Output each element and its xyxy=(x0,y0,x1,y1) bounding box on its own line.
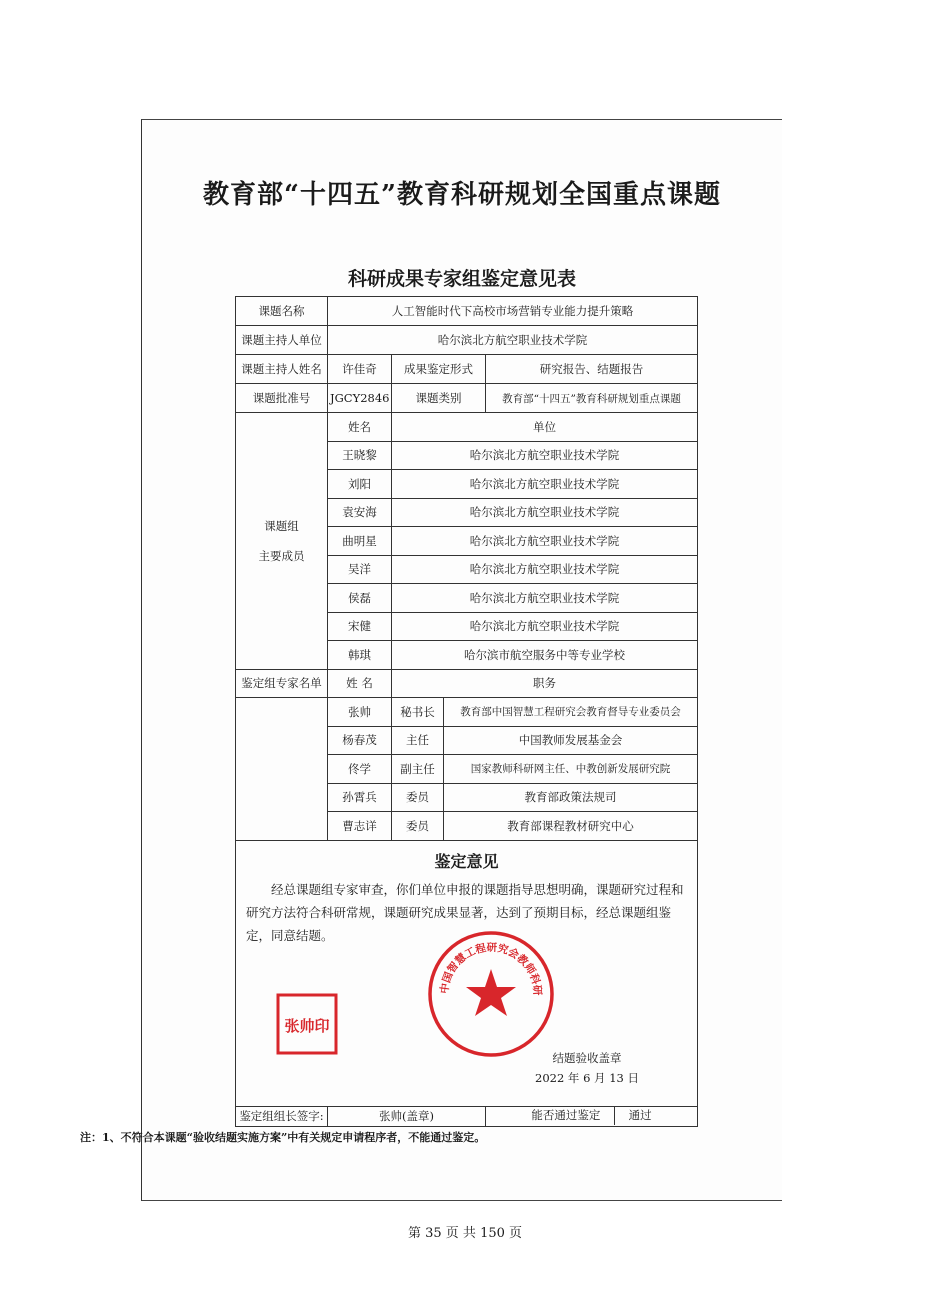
member-unit: 哈尔滨北方航空职业技术学院 xyxy=(392,584,698,613)
member-name: 曲明星 xyxy=(328,527,392,556)
experts-group-label: 鉴定组专家名单 xyxy=(236,669,328,698)
member-name: 吴洋 xyxy=(328,555,392,584)
approval-no-label: 课题批准号 xyxy=(236,384,328,413)
pass-label: 能否通过鉴定 xyxy=(531,1108,601,1122)
expert-name: 曹志详 xyxy=(328,812,392,841)
footer-mid: 页 共 xyxy=(445,1226,476,1241)
expert-name: 孙霄兵 xyxy=(328,783,392,812)
experts-name-header: 姓 名 xyxy=(328,669,392,698)
expert-title: 秘书长 xyxy=(392,698,444,727)
member-name: 刘阳 xyxy=(328,470,392,499)
expert-title: 主任 xyxy=(392,726,444,755)
host-unit-value: 哈尔滨北方航空职业技术学院 xyxy=(328,326,698,355)
expert-org: 教育部课程教材研究中心 xyxy=(444,812,698,841)
host-name-label: 课题主持人姓名 xyxy=(236,355,328,384)
topic-row xyxy=(236,297,698,326)
main-title: 教育部“十四五”教育科研规划全国重点课题 xyxy=(203,180,721,210)
expert-title: 委员 xyxy=(392,812,444,841)
footnote: 注：1、不符合本课题“验收结题实施方案”中有关规定申请程序者，不能通过鉴定。 xyxy=(80,1131,486,1144)
leader-sign-label: 鉴定组组长签字: xyxy=(236,1106,328,1126)
page-total: 150 xyxy=(480,1226,505,1241)
category-value: 教育部“十四五”教育科研规划重点课题 xyxy=(486,384,698,413)
footer-prefix: 第 xyxy=(407,1226,421,1241)
member-name: 王晓黎 xyxy=(328,441,392,470)
member-name: 韩琪 xyxy=(328,641,392,670)
result-form-label: 成果鉴定形式 xyxy=(392,355,486,384)
host-name-value: 许佳奇 xyxy=(328,355,392,384)
members-name-header: 姓名 xyxy=(328,413,392,442)
expert-org: 中国教师发展基金会 xyxy=(444,726,698,755)
opinion-title: 鉴定意见 xyxy=(434,851,499,871)
members-header-row xyxy=(236,413,698,442)
member-name: 侯磊 xyxy=(328,584,392,613)
seal-arc-text: 中国智慧工程研究会教师科研 xyxy=(438,941,544,996)
expert-name: 杨春茂 xyxy=(328,726,392,755)
appraisal-table xyxy=(235,296,698,1127)
topic-value: 人工智能时代下高校市场营销专业能力提升策略 xyxy=(328,297,698,326)
expert-name: 佟学 xyxy=(328,755,392,784)
member-unit: 哈尔滨市航空服务中等专业学校 xyxy=(392,641,698,670)
experts-header-row xyxy=(236,669,698,698)
member-unit: 哈尔滨北方航空职业技术学院 xyxy=(392,527,698,556)
seal-star-icon xyxy=(466,969,516,1016)
member-name: 袁安海 xyxy=(328,498,392,527)
expert-name: 张帅 xyxy=(328,698,392,727)
members-group-label xyxy=(236,413,328,670)
result-form-value: 研究报告、结题报告 xyxy=(486,355,698,384)
footer-suffix: 页 xyxy=(509,1226,523,1241)
personal-seal-graphic xyxy=(276,993,338,1055)
expert-title: 副主任 xyxy=(392,755,444,784)
member-name: 宋健 xyxy=(328,612,392,641)
experts-duty-header: 职务 xyxy=(392,669,698,698)
opinion-cell xyxy=(236,840,698,1106)
opinion-text: 经总课题组专家审查，你们单位申报的课题指导思想明确，课题研究过程和研究方法符合科研常规，课题研究成果显著，达到了预期目标，经总课题组鉴定，同意结题。 xyxy=(246,881,684,943)
seal-date: 2022 年 6 月 13 日 xyxy=(535,1070,639,1085)
host-unit-label: 课题主持人单位 xyxy=(236,326,328,355)
experts-blank-cell xyxy=(236,698,328,841)
pass-cell xyxy=(486,1106,698,1126)
member-unit: 哈尔滨北方航空职业技术学院 xyxy=(392,441,698,470)
approval-no-value: JGCY2846 xyxy=(328,384,392,413)
page-footer xyxy=(0,1222,930,1241)
sub-title: 科研成果专家组鉴定意见表 xyxy=(347,268,576,290)
leader-sign-value: 张帅(盖章) xyxy=(328,1106,486,1126)
pass-value: 通过 xyxy=(628,1108,652,1122)
expert-row xyxy=(236,698,698,727)
expert-org: 国家教师科研网主任、中教创新发展研究院 xyxy=(444,755,698,784)
member-unit: 哈尔滨北方航空职业技术学院 xyxy=(392,470,698,499)
host-name-row xyxy=(236,355,698,384)
personal-seal-text: 张帅印 xyxy=(284,1016,330,1035)
members-group-label-line2: 主要成员 xyxy=(258,548,305,563)
category-label: 课题类别 xyxy=(392,384,486,413)
topic-label: 课题名称 xyxy=(236,297,328,326)
official-round-seal xyxy=(426,929,556,1062)
expert-title: 委员 xyxy=(392,783,444,812)
approval-row xyxy=(236,384,698,413)
seal-label: 结题验收盖章 xyxy=(552,1050,622,1065)
member-unit: 哈尔滨北方航空职业技术学院 xyxy=(392,555,698,584)
round-seal-graphic xyxy=(426,929,556,1059)
expert-org: 教育部中国智慧工程研究会教育督导专业委员会 xyxy=(444,698,698,727)
personal-seal xyxy=(276,993,338,1058)
opinion-row xyxy=(236,840,698,1106)
scanned-form xyxy=(141,119,782,1201)
member-unit: 哈尔滨北方航空职业技术学院 xyxy=(392,612,698,641)
member-unit: 哈尔滨北方航空职业技术学院 xyxy=(392,498,698,527)
pass-divider xyxy=(614,1107,615,1125)
seal-sign-block xyxy=(535,1048,639,1088)
members-unit-header: 单位 xyxy=(392,413,698,442)
signature-row xyxy=(236,1106,698,1126)
members-group-label-line1: 课题组 xyxy=(264,518,299,533)
page-number: 35 xyxy=(425,1226,442,1241)
host-unit-row xyxy=(236,326,698,355)
expert-org: 教育部政策法规司 xyxy=(444,783,698,812)
